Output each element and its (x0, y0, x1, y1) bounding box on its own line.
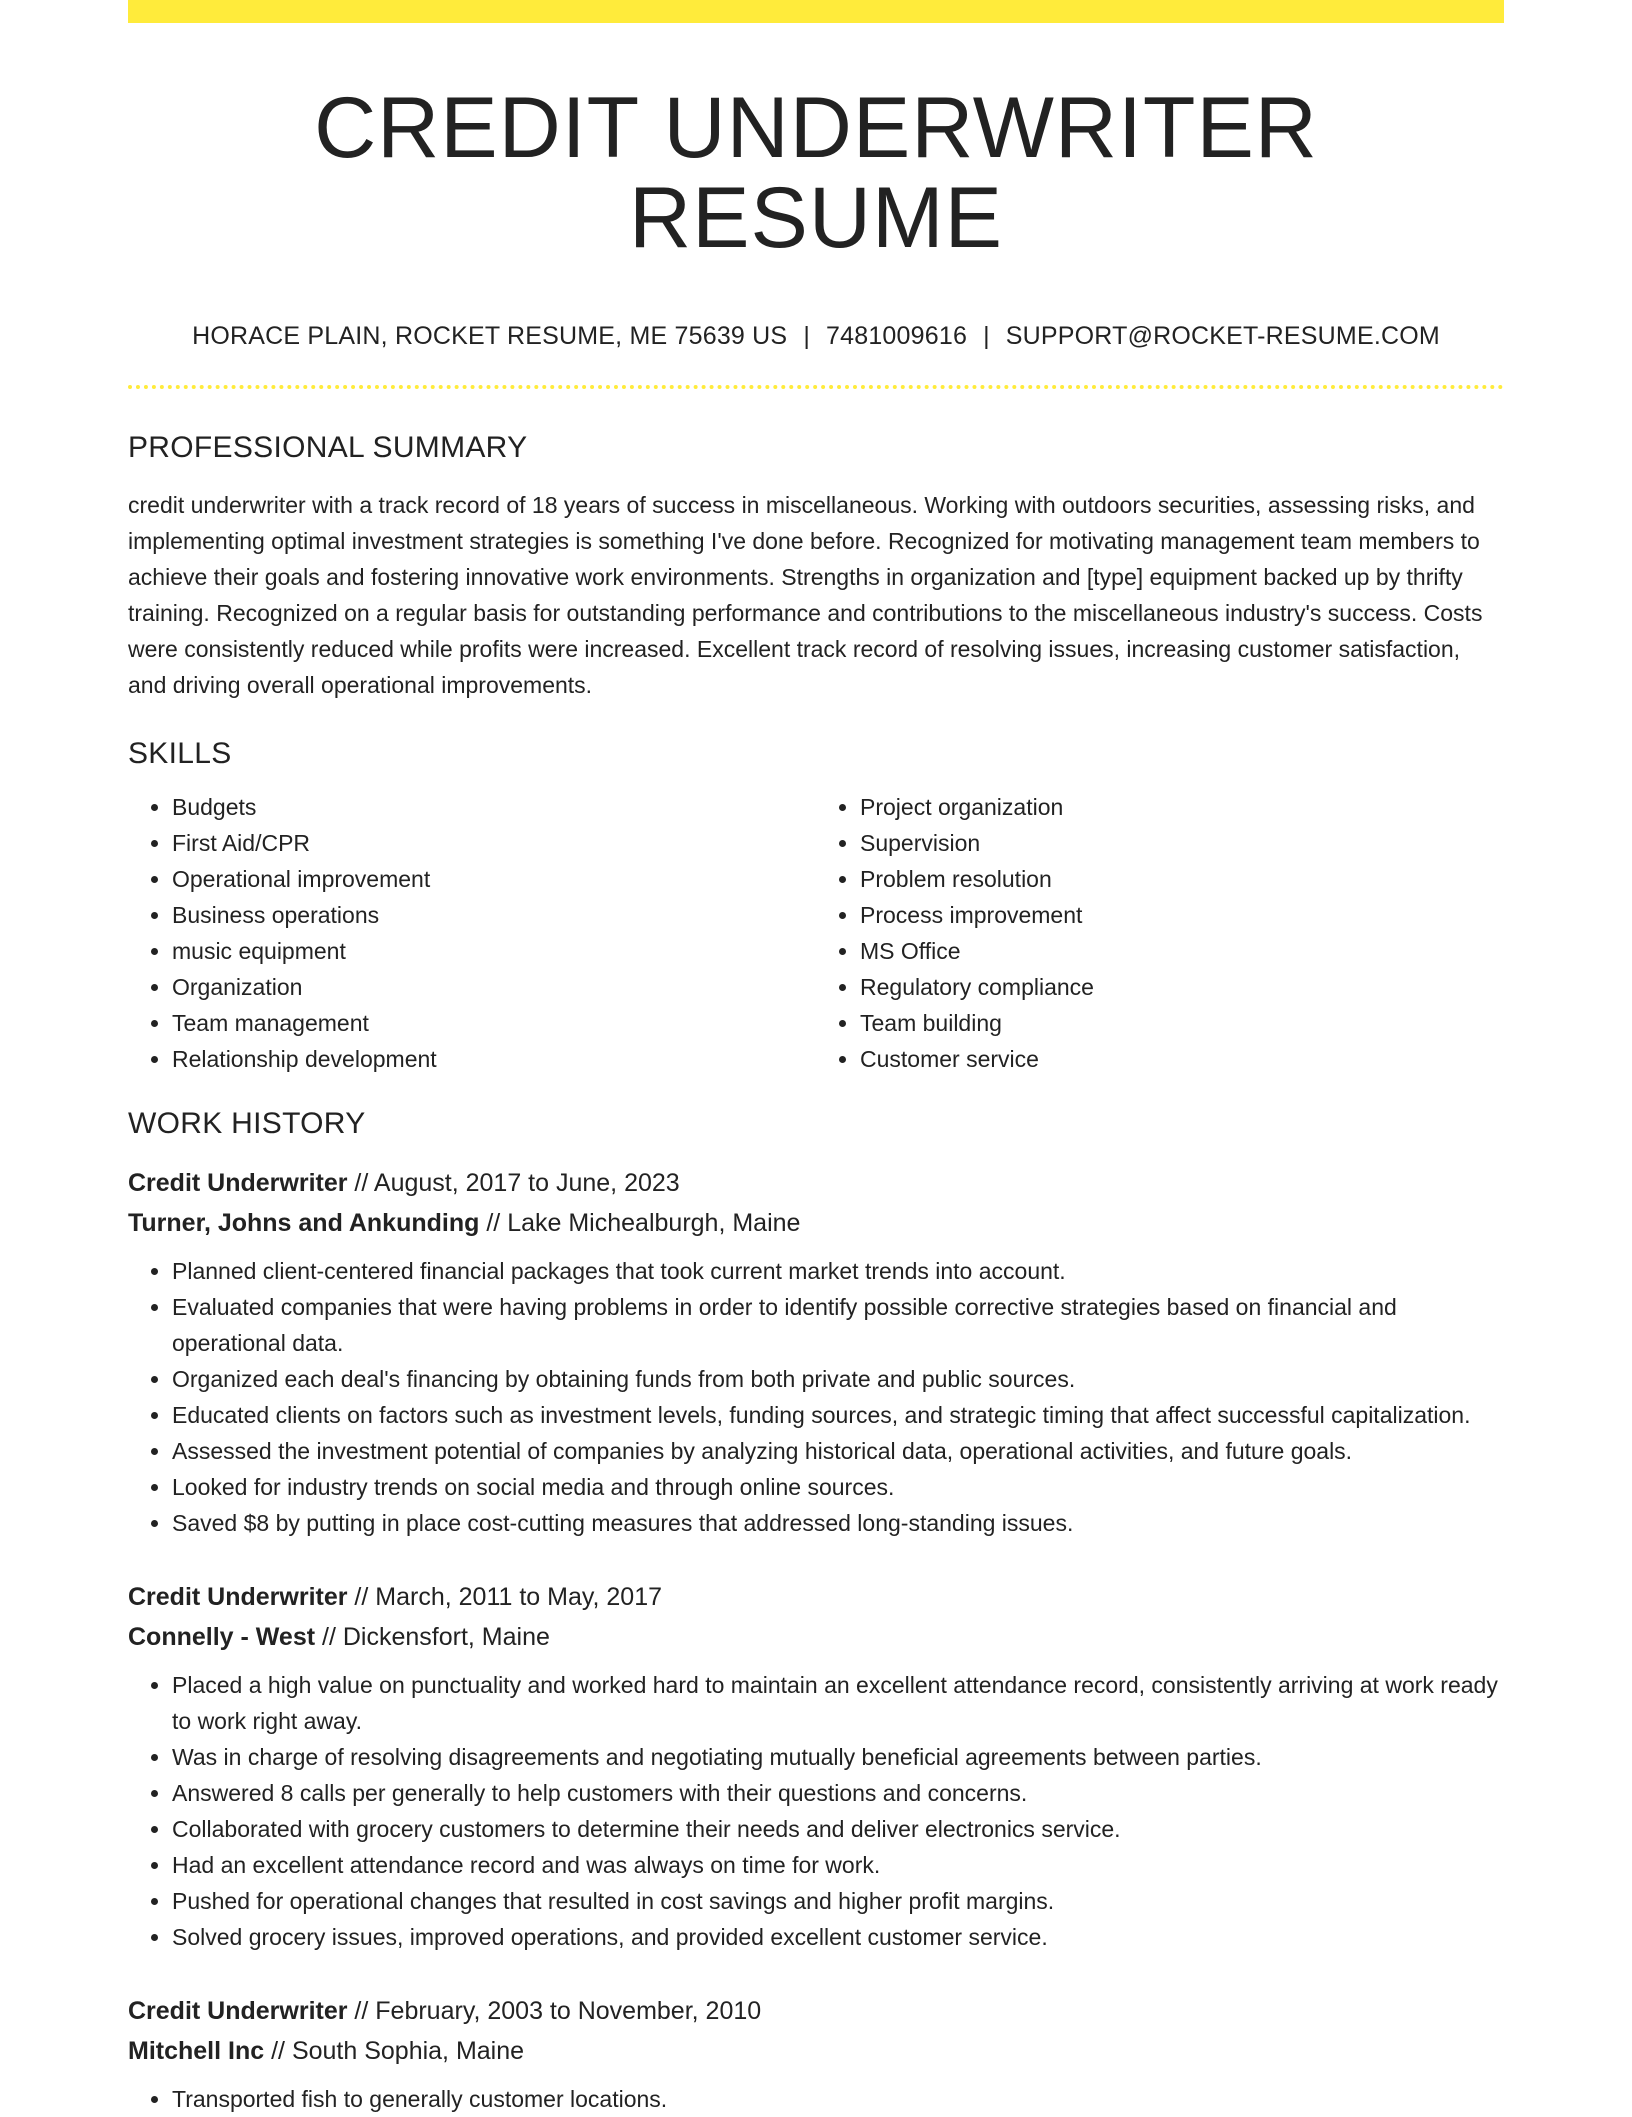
job-title-line (128, 1991, 1504, 2031)
job-bullet: • Transported fish to generally customer locations. (172, 2081, 1504, 2117)
job-dates: February, 2003 to November, 2010 (375, 1996, 762, 2025)
job-bullets (128, 1667, 1504, 1955)
job-bullet: • Collaborated with grocery customers to determine their needs and deliver electronics service. (172, 1811, 1504, 1847)
resume-page (128, 0, 1504, 2117)
skill-item: • music equipment (172, 933, 816, 969)
job-company-line (128, 2031, 1504, 2071)
summary-text: credit underwriter with a track record of 18 years of success in miscellaneous. Working with outdoors securities, assessing risks, and implementing optimal investment strategies is something I've done before. Recognized for motivating management team members to achieve their goals and fostering innovative work environments. Strengths in organization and [type] equipment backed up by thrifty training. Recognized on a regular basis for outstanding performance and contributions to the miscellaneous industry's success. Costs were consistently reduced while profits were increased. Excellent track record of resolving issues, increasing customer satisfaction, and driving overall operational improvements. (128, 491, 1483, 698)
skill-item: • Team building (860, 1005, 1504, 1041)
job-bullet: • Organized each deal's financing by obtaining funds from both private and public sources. (172, 1361, 1504, 1397)
skills-list (128, 789, 1504, 1077)
job-location: Dickensfort, Maine (342, 1622, 550, 1651)
job-separator: // (347, 1582, 376, 1611)
skill-item: • Supervision (860, 825, 1504, 861)
job-title-line (128, 1577, 1504, 1617)
contact-phone: 7481009616 (826, 321, 968, 350)
skill-item: • MS Office (860, 933, 1504, 969)
skill-item: • Business operations (172, 897, 816, 933)
job-separator: // (347, 1168, 374, 1197)
job-title: Credit Underwriter (128, 1582, 348, 1611)
work-history-heading: WORK HISTORY (128, 1106, 366, 1140)
dotted-divider (128, 385, 1504, 389)
skill-item: • Relationship development (172, 1041, 816, 1077)
skills-column-left (128, 789, 816, 1077)
skill-item: • Organization (172, 969, 816, 1005)
job-dates: August, 2017 to June, 2023 (373, 1168, 680, 1197)
job-company: Connelly - West (128, 1622, 316, 1651)
job-company: Turner, Johns and Ankunding (128, 1208, 480, 1237)
job-bullet: • Pushed for operational changes that resulted in cost savings and higher profit margins. (172, 1883, 1504, 1919)
job-separator: // (264, 2036, 292, 2065)
job-company-line (128, 1617, 1504, 1657)
job-separator: // (347, 1996, 376, 2025)
skills-heading: SKILLS (128, 736, 232, 770)
job-entry (128, 1163, 1504, 1541)
job-bullet: • Evaluated companies that were having problems in order to identify possible corrective strategies based on financial and operational data. (172, 1289, 1504, 1361)
job-title-line (128, 1163, 1504, 1203)
job-bullet: • Planned client-centered financial packages that took current market trends into account. (172, 1253, 1504, 1289)
job-bullet: • Was in charge of resolving disagreements and negotiating mutually beneficial agreements between parties. (172, 1739, 1504, 1775)
job-bullet: • Had an excellent attendance record and was always on time for work. (172, 1847, 1504, 1883)
job-company: Mitchell Inc (128, 2036, 265, 2065)
contact-separator: | (803, 321, 811, 350)
skill-item: • Customer service (860, 1041, 1504, 1077)
resume-title: CREDIT UNDERWRITER RESUME (314, 80, 1318, 267)
job-bullets (128, 2081, 1504, 2117)
skill-item: • Problem resolution (860, 861, 1504, 897)
top-accent-bar (128, 0, 1504, 23)
job-separator: // (315, 1622, 343, 1651)
job-entry (128, 1991, 1504, 2117)
job-company-line (128, 1203, 1504, 1243)
skill-item: • Operational improvement (172, 861, 816, 897)
contact-address: HORACE PLAIN, ROCKET RESUME, ME 75639 US (192, 321, 788, 350)
skill-item: • Process improvement (860, 897, 1504, 933)
job-separator: // (479, 1208, 508, 1237)
job-bullet: • Placed a high value on punctuality and worked hard to maintain an excellent attendance record, consistently arriving at work ready to work right away. (172, 1667, 1504, 1739)
skill-item: • Team management (172, 1005, 816, 1041)
job-bullet: • Answered 8 calls per generally to help customers with their questions and concerns. (172, 1775, 1504, 1811)
contact-line (128, 322, 1504, 351)
job-bullet: • Looked for industry trends on social media and through online sources. (172, 1469, 1504, 1505)
job-location: South Sophia, Maine (291, 2036, 525, 2065)
skills-column-right (816, 789, 1504, 1077)
job-bullet: • Solved grocery issues, improved operations, and provided excellent customer service. (172, 1919, 1504, 1955)
job-bullet: • Assessed the investment potential of companies by analyzing historical data, operational activities, and future goals. (172, 1433, 1504, 1469)
skill-item: • First Aid/CPR (172, 825, 816, 861)
skill-item: • Project organization (860, 789, 1504, 825)
job-entry (128, 1577, 1504, 1955)
job-title: Credit Underwriter (128, 1996, 348, 2025)
job-bullets (128, 1253, 1504, 1541)
summary-heading: PROFESSIONAL SUMMARY (128, 430, 528, 464)
job-bullet: • Educated clients on factors such as investment levels, funding sources, and strategic timing that affect successful capitalization. (172, 1397, 1504, 1433)
job-title: Credit Underwriter (128, 1168, 348, 1197)
skill-item: • Budgets (172, 789, 816, 825)
job-location: Lake Michealburgh, Maine (507, 1208, 801, 1237)
job-bullet: • Saved $8 by putting in place cost-cutting measures that addressed long-standing issues. (172, 1505, 1504, 1541)
skill-item: • Regulatory compliance (860, 969, 1504, 1005)
contact-email: SUPPORT@ROCKET-RESUME.COM (1005, 321, 1440, 350)
job-dates: March, 2011 to May, 2017 (375, 1582, 663, 1611)
contact-separator: | (983, 321, 990, 350)
